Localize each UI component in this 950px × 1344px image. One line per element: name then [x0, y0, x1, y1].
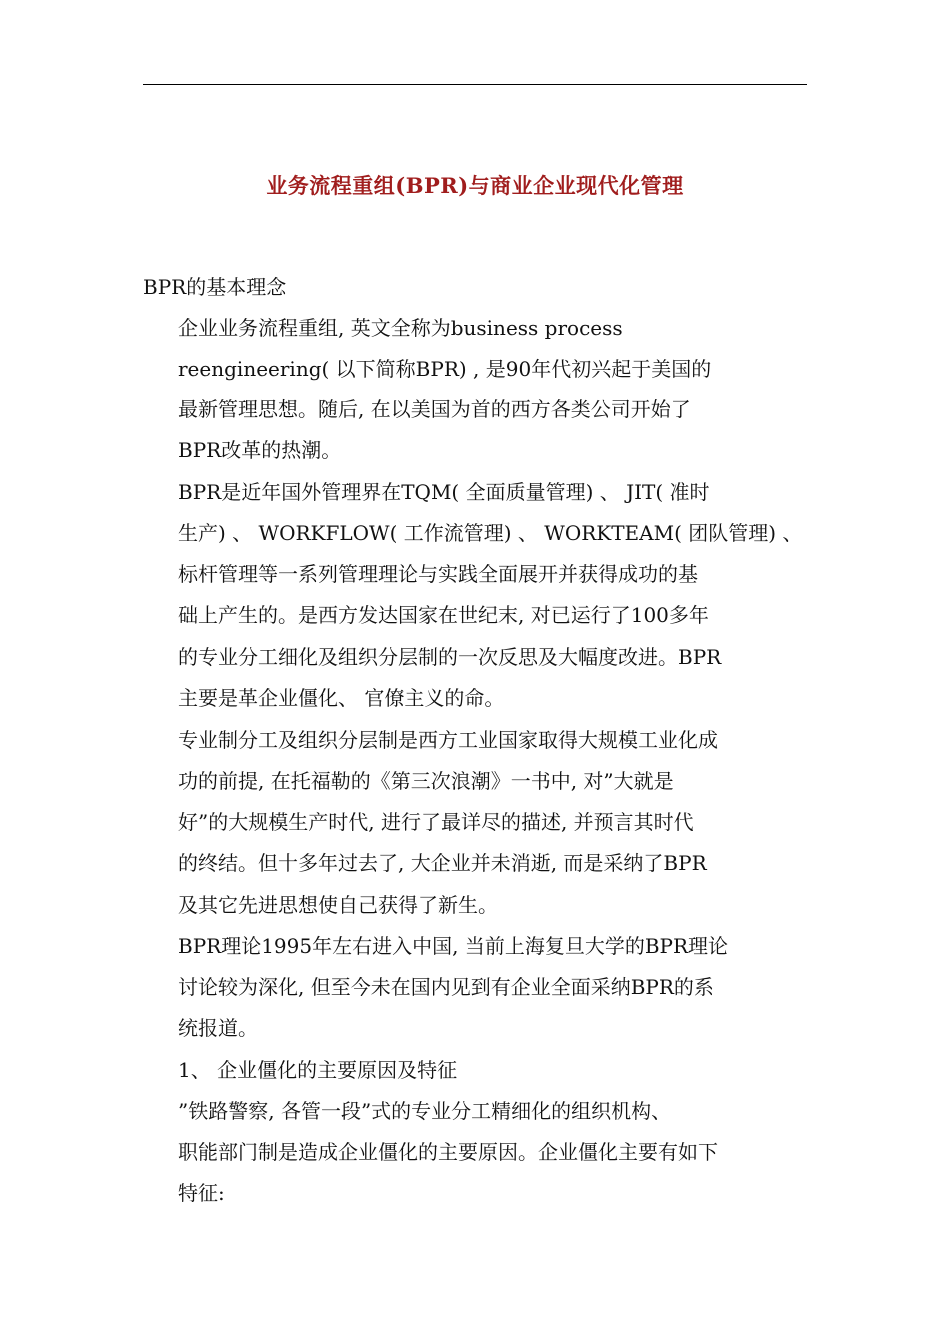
body-line: 特征:	[178, 1181, 225, 1205]
body-line: 础上产生的。是西方发达国家在世纪末, 对已运行了100多年	[178, 603, 709, 627]
body-line: BPR理论1995年左右进入中国, 当前上海复旦大学的BPR理论	[178, 934, 729, 958]
numbered-heading: 1、 企业僵化的主要原因及特征	[178, 1058, 458, 1082]
body-line: 功的前提, 在托福勒的《第三次浪潮》一书中, 对”大就是	[178, 769, 674, 793]
body-line: 的终结。但十多年过去了, 大企业并未消逝, 而是采纳了BPR	[178, 851, 707, 875]
header-rule	[143, 84, 807, 85]
body-line: 的专业分工细化及组织分层制的一次反思及大幅度改进。BPR	[178, 645, 722, 669]
body-line: 职能部门制是造成企业僵化的主要原因。企业僵化主要有如下	[178, 1140, 718, 1164]
body-line: BPR是近年国外管理界在TQM( 全面质量管理) 、 JIT( 准时	[178, 480, 710, 504]
body-line: 企业业务流程重组, 英文全称为business process	[178, 316, 623, 340]
body-line: reengineering( 以下简称BPR) , 是90年代初兴起于美国的	[178, 357, 712, 381]
body-line: 统报道。	[178, 1016, 258, 1040]
body-line: 最新管理思想。随后, 在以美国为首的西方各类公司开始了	[178, 397, 691, 421]
body-line: 讨论较为深化, 但至今未在国内见到有企业全面采纳BPR的系	[178, 975, 714, 999]
body-line: 生产) 、 WORKFLOW( 工作流管理) 、 WORKTEAM( 团队管理) 、	[178, 521, 803, 545]
body-line: 标杆管理等一系列管理理论与实践全面展开并获得成功的基	[178, 562, 698, 586]
body-line: 专业制分工及组织分层制是西方工业国家取得大规模工业化成	[178, 728, 718, 752]
body-line: 主要是革企业僵化、 官僚主义的命。	[178, 686, 505, 710]
body-line: 及其它先进思想使自己获得了新生。	[178, 893, 498, 917]
section-heading: BPR的基本理念	[143, 275, 287, 299]
document-title: 业务流程重组(BPR)与商业企业现代化管理	[266, 173, 684, 198]
body-line: ”铁路警察, 各管一段”式的专业分工精细化的组织机构、	[178, 1099, 672, 1123]
body-line: 好”的大规模生产时代, 进行了最详尽的描述, 并预言其时代	[178, 810, 694, 834]
body-line: BPR改革的热潮。	[178, 438, 342, 462]
